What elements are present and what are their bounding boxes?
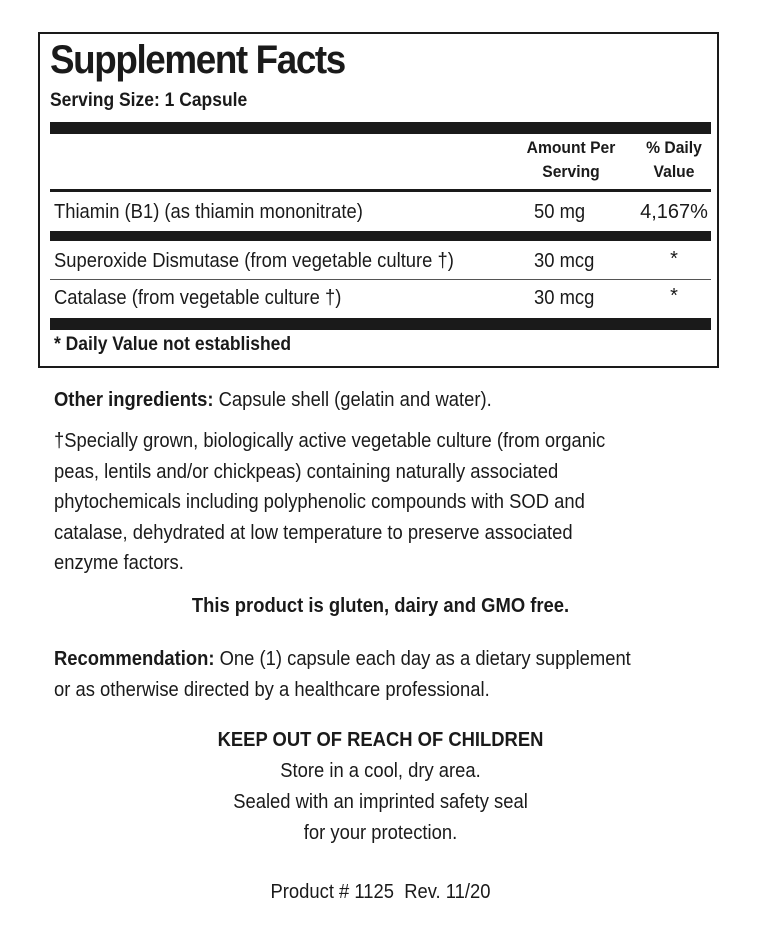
facts-title: Supplement Facts	[50, 38, 345, 82]
divider-mid	[50, 231, 711, 241]
culture-note: †Specially grown, biologically active vegetable culture (from organic peas, lentils and/or chickpeas) containing naturally associated phytochemicals including polyphenolic compounds with SOD and catalase, dehydrated at low temperature to preserve associated enzyme factors.	[54, 430, 606, 574]
nutrient-name-thiamin: Thiamin (B1) (as thiamin mononitrate)	[54, 201, 363, 223]
header-amount-per-serving: Amount Per Serving	[526, 138, 616, 181]
recommendation-label: Recommendation:	[54, 648, 215, 670]
storage-warning: KEEP OUT OF REACH OF CHILDREN Store in a cool, dry area. Sealed with an imprinted safety seal for your protection.	[30, 725, 730, 849]
other-ingredients-text: Capsule shell (gelatin and water).	[213, 389, 492, 411]
divider-thick-top	[50, 122, 711, 134]
header-daily-value: % Daily Value	[646, 138, 702, 181]
daily-value-footnote: * Daily Value not established	[54, 334, 292, 355]
other-ingredients-label: Other ingredients:	[54, 389, 214, 411]
nutrient-amount-catalase: 30 mcg	[534, 287, 595, 309]
nutrient-name-catalase: Catalase (from vegetable culture †)	[54, 287, 342, 309]
serving-size: Serving Size: 1 Capsule	[50, 90, 248, 111]
supplement-facts-panel	[38, 32, 719, 368]
recommendation: Recommendation: One (1) capsule each day as a dietary supplement or as otherwise directed by a healthcare professional.	[54, 648, 631, 701]
other-ingredients	[54, 385, 680, 416]
nutrient-dv-catalase: *	[670, 285, 678, 307]
divider-thick-bottom	[50, 318, 711, 330]
nutrient-dv-sod: *	[670, 248, 678, 270]
nutrient-amount-sod: 30 mcg	[534, 250, 595, 272]
warning-heading: KEEP OUT OF REACH OF CHILDREN	[217, 729, 544, 751]
nutrient-dv-thiamin: 4,167%	[640, 201, 708, 223]
nutrient-name-sod: Superoxide Dismutase (from vegetable culture †)	[54, 250, 454, 272]
divider-row	[50, 279, 711, 280]
divider-header	[50, 189, 711, 192]
free-from-statement: This product is gluten, dairy and GMO free.	[191, 595, 570, 617]
nutrient-amount-thiamin: 50 mg	[534, 201, 586, 223]
product-number: Product # 1125 Rev. 11/20	[270, 881, 491, 903]
